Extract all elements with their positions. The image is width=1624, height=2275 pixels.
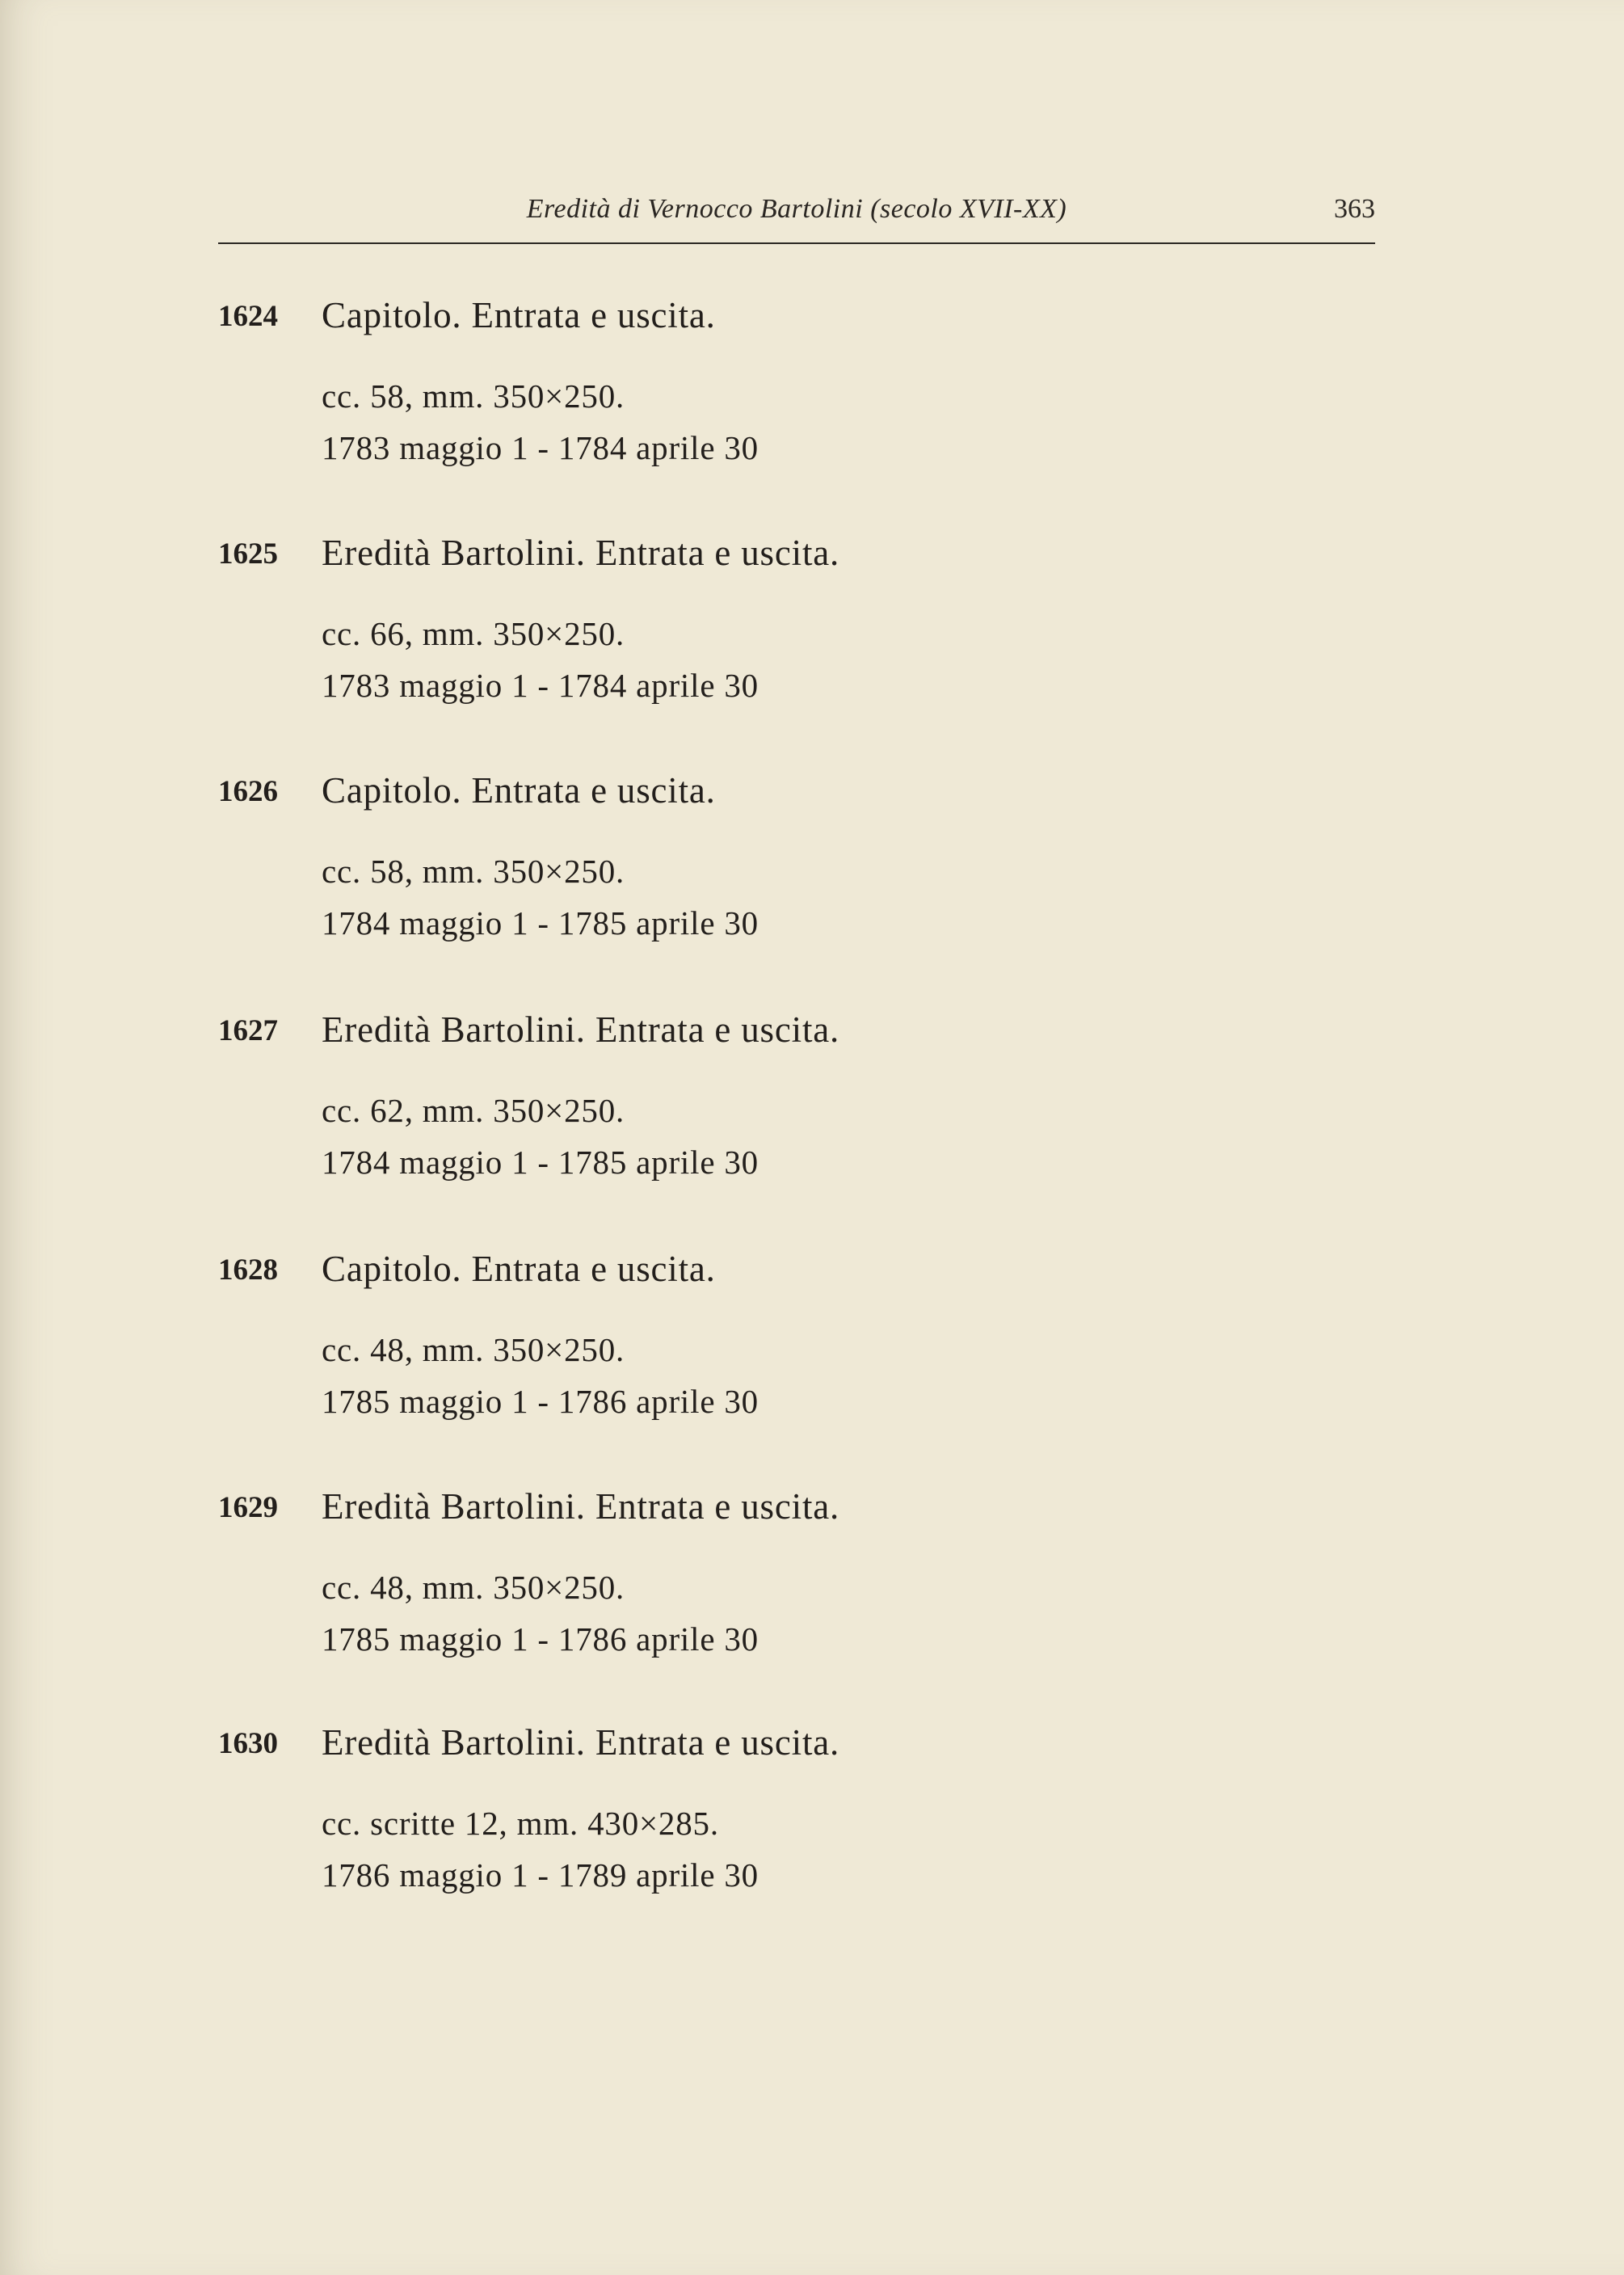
entry-number: 1629 <box>218 1491 278 1524</box>
entry-title: Eredità Bartolini. Entrata e uscita. <box>322 1486 840 1527</box>
entry-dates: 1785 maggio 1 - 1786 aprile 30 <box>322 1620 759 1658</box>
entry-number: 1625 <box>218 537 278 571</box>
entry-title: Capitolo. Entrata e uscita. <box>322 1249 716 1289</box>
entry-dates: 1784 maggio 1 - 1785 aprile 30 <box>322 904 759 942</box>
entry-number: 1624 <box>218 300 278 333</box>
entry-dates: 1785 maggio 1 - 1786 aprile 30 <box>322 1383 759 1420</box>
running-title: Eredità di Vernocco Bartolini (secolo XVII-XX) <box>526 194 1067 224</box>
page-number: 363 <box>1334 194 1375 224</box>
entry-description: cc. 48, mm. 350×250. <box>322 1331 625 1368</box>
entry-number: 1627 <box>218 1014 278 1047</box>
entry-description: cc. 58, mm. 350×250. <box>322 853 625 890</box>
entry-title: Eredità Bartolini. Entrata e uscita. <box>322 1009 840 1050</box>
entry-number: 1630 <box>218 1727 278 1760</box>
entry-description: cc. 48, mm. 350×250. <box>322 1569 625 1606</box>
entry-description: cc. 62, mm. 350×250. <box>322 1092 625 1129</box>
entry-description: cc. scritte 12, mm. 430×285. <box>322 1805 719 1842</box>
entry-description: cc. 58, mm. 350×250. <box>322 377 625 415</box>
running-header <box>218 194 1375 244</box>
entry-description: cc. 66, mm. 350×250. <box>322 615 625 652</box>
entry-dates: 1783 maggio 1 - 1784 aprile 30 <box>322 429 759 466</box>
entry-title: Capitolo. Entrata e uscita. <box>322 295 716 335</box>
entry-dates: 1784 maggio 1 - 1785 aprile 30 <box>322 1144 759 1181</box>
entry-number: 1626 <box>218 775 278 808</box>
entry-number: 1628 <box>218 1253 278 1287</box>
entry-dates: 1783 maggio 1 - 1784 aprile 30 <box>322 667 759 704</box>
entry-title: Eredità Bartolini. Entrata e uscita. <box>322 533 840 573</box>
entry-title: Eredità Bartolini. Entrata e uscita. <box>322 1722 840 1763</box>
entry-title: Capitolo. Entrata e uscita. <box>322 770 716 811</box>
entry-dates: 1786 maggio 1 - 1789 aprile 30 <box>322 1856 759 1894</box>
